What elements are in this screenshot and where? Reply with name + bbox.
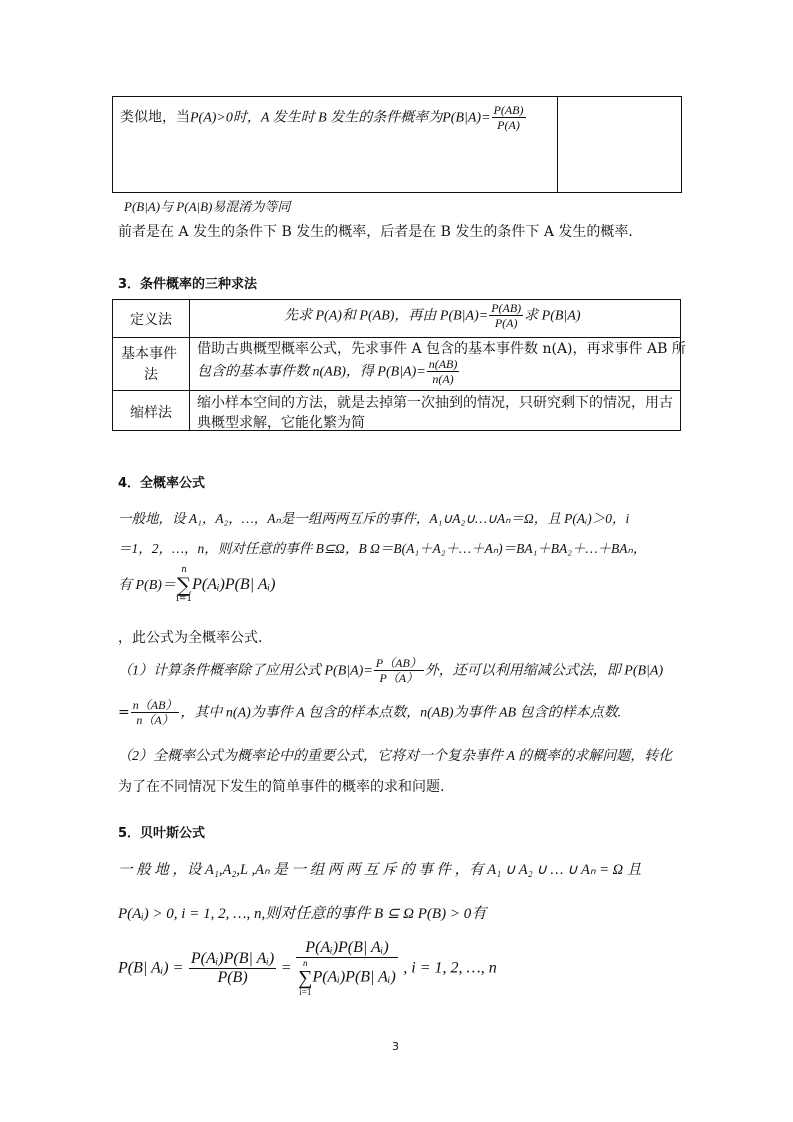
top-box-border-mid [557, 96, 558, 193]
top-box-num: P(AB) [493, 103, 524, 117]
table-row2-label-l1: 基本事件 [121, 346, 177, 362]
table-row2-line1: 借助古典概型概率公式，先求事件 A 包含的基本事件数 n(A)，再求事件 AB 所 [197, 341, 686, 357]
row1-den: P(A) [494, 316, 518, 330]
table-row1-label: 定义法 [130, 312, 172, 328]
note-line-2: 前者是在 A 发生的条件下 B 发生的概率，后者是在 B 发生的条件下 A 发生的概率． [118, 224, 643, 240]
bayes-den2: P(Aᵢ)P(B| Aᵢ) [312, 968, 396, 986]
section3-heading: 3．条件概率的三种求法 [118, 277, 258, 292]
section4-p4: ，此公式为全概率公式. [118, 630, 263, 646]
p3-formula: P(Aᵢ)P(B| Aᵢ) [192, 576, 276, 593]
sum-bottom: i=1 [175, 594, 193, 604]
bayes-eq: = [281, 959, 291, 977]
bayes-den1: P(B) [217, 969, 248, 986]
section5-p1: 一 般 地 ，设 A₁,A₂,L ,Aₙ 是 一 组 两 两 互 斥 的 事 件 ，有 A₁ ∪ A₂ ∪ … ∪ Aₙ = Ω 且 [118, 862, 642, 878]
table-row1-content [284, 302, 581, 329]
table-row2-line2 [197, 358, 460, 385]
row1-content-b: 求 P(B|A) [524, 308, 581, 324]
bayes-sum-top: n [303, 958, 308, 968]
section5-heading: 5．贝叶斯公式 [118, 826, 206, 841]
note1-fraction [374, 657, 424, 684]
note1-c-eq: = [118, 704, 130, 721]
top-box-prefix: 类似地，当 [120, 109, 190, 126]
table-row2-label-l2: 法 [144, 367, 158, 383]
row2-line2a: 包含的基本事件数 n(AB)，得 P(B|A)= [197, 364, 426, 380]
row2-num: n(AB) [428, 357, 458, 371]
table-row3-line1: 缩小样本空间的方法，就是去掉第一次抽到的情况，只研究剩下的情况，用古 [197, 395, 673, 411]
top-box-cond: P(A)>0时， [190, 110, 261, 126]
top-box-fraction [492, 104, 526, 131]
bayes-fraction-1 [189, 951, 276, 986]
top-box-den: P(A) [497, 118, 520, 132]
table-border-left [112, 299, 113, 431]
row2-den: n(A) [432, 372, 454, 386]
top-box-border-left [112, 96, 113, 193]
sum-symbol: n ∑ i=1 [175, 565, 193, 604]
note1-c-rest: ，其中 n(A)为事件 A 包含的样本点数，n(AB)为事件 AB 包含的样本点数. [180, 705, 622, 721]
bayes-den2-wrap [296, 958, 398, 997]
top-box-lhs: P(B|A)= [442, 110, 491, 126]
row1-content-a: 先求 P(A)和 P(AB)，再由 P(B|A)= [284, 308, 489, 324]
note1-den: P（A） [379, 671, 419, 685]
bayes-sum-bottom: i=1 [299, 987, 312, 997]
table-row3-line2: 典概型求解，它能化繁为简 [197, 415, 365, 431]
section4-note2-line2: 为了在不同情况下发生的简单事件的概率的求和问题. [118, 779, 445, 795]
top-box-border-bottom [112, 192, 682, 193]
top-box-text [120, 104, 527, 131]
note1-a: （1）计算条件概率除了应用公式 P(B|A)= [118, 663, 373, 679]
note1-b: 外，还可以利用缩减公式法，即 P(B|A) [424, 663, 664, 679]
p3-prefix: 有 P(B)＝ [118, 578, 176, 593]
note1-c-fraction [131, 699, 180, 726]
bayes-tail: , i = 1, 2, …, n [403, 959, 497, 977]
table-col-divider [189, 299, 190, 431]
bayes-num2: P(Aᵢ)P(B| Aᵢ) [296, 940, 398, 958]
row1-num: P(AB) [491, 301, 522, 315]
section4-heading: 4．全概率公式 [118, 476, 206, 491]
page-number: 3 [392, 1040, 399, 1053]
section4-p2: ＝1，2，…，n，则对任意的事件 B⊆Ω，B Ω＝B(A₁＋A₂＋…＋Aₙ)＝BA₁＋BA₂＋…＋BAₙ， [118, 541, 647, 556]
table-row-divider-2 [112, 390, 681, 391]
note1-c-den: n（A） [136, 713, 174, 727]
bayes-fraction-2 [296, 940, 398, 997]
sum-top: n [181, 565, 187, 575]
bayes-lhs: P(B| Aᵢ) = [118, 959, 184, 977]
top-box-border-right [681, 96, 682, 193]
note1-c-num: n（AB） [132, 698, 178, 712]
note1-num: P（AB） [375, 656, 422, 670]
bayes-num1: P(Aᵢ)P(B| Aᵢ) [190, 950, 275, 967]
table-row3-label: 缩样法 [130, 405, 172, 421]
row2-fraction [427, 358, 460, 385]
table-border-right [680, 299, 681, 431]
section4-p1: 一般地，设 A₁，A₂，…，Aₙ是一组两两互斥的事件，A₁∪A₂∪…∪Aₙ＝Ω，且 P(Aᵢ)＞0，i [118, 511, 630, 526]
top-box-border-top [112, 96, 682, 97]
bayes-formula [118, 940, 497, 997]
table-border-top [112, 299, 681, 300]
row1-fraction [489, 302, 523, 329]
section4-p3 [118, 566, 275, 604]
section4-note1-line2 [118, 699, 621, 726]
bayes-sum-symbol: n ∑ i=1 [298, 958, 313, 997]
section5-p2: P(Aᵢ) > 0, i = 1, 2, …, n,则对任意的事件 B ⊆ Ω P(B) > 0有 [118, 906, 487, 922]
note-line-1: P(B|A)与 P(A|B)易混淆为等同 [124, 199, 291, 214]
top-box-mid: A 发生时 B 发生的条件概率为 [260, 110, 443, 126]
section4-note1-line1 [118, 657, 663, 684]
section4-note2-line1: （2）全概率公式为概率论中的重要公式，它将对一个复杂事件 A 的概率的求解问题，转化 [118, 749, 673, 764]
